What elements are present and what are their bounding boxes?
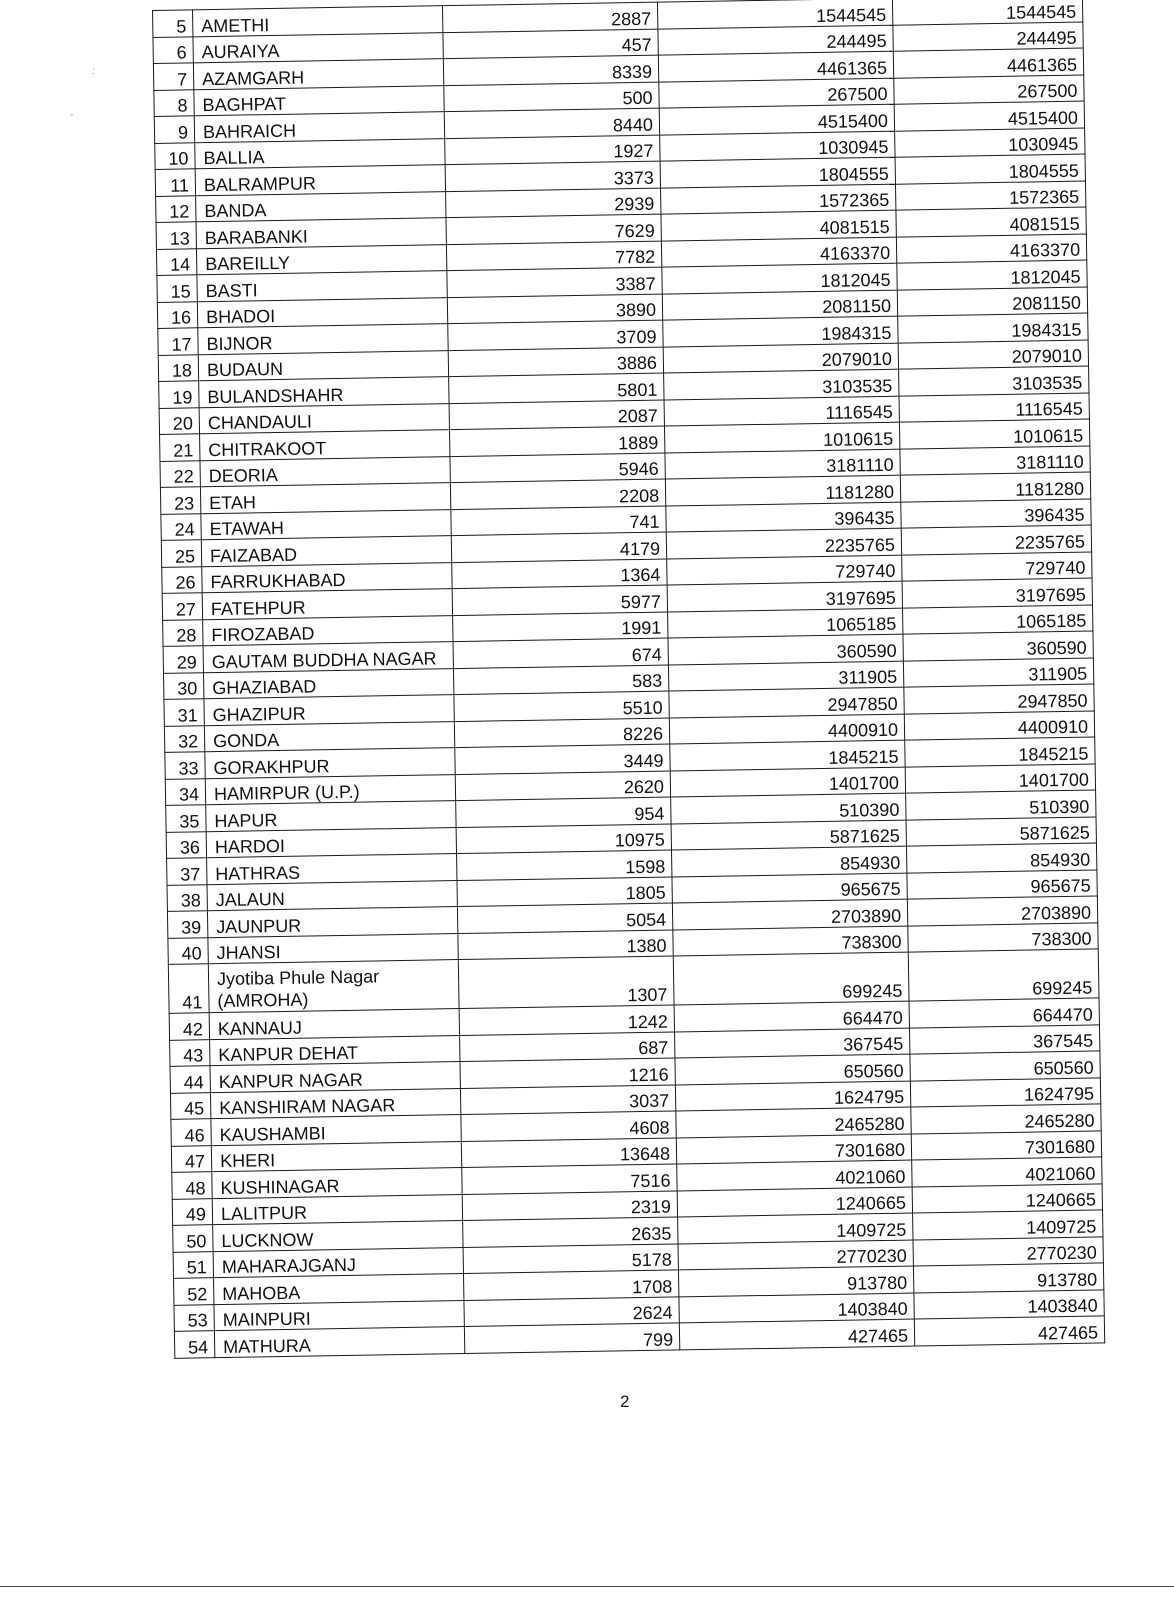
released-amount-cell: 4461365 — [893, 48, 1083, 78]
page-number: 2 — [620, 1392, 630, 1411]
district-name-cell: AURAIYA — [193, 32, 443, 63]
released-amount-cell: 7301680 — [911, 1130, 1101, 1160]
released-amount-cell: 267500 — [894, 75, 1084, 105]
released-amount-cell: 427465 — [914, 1316, 1104, 1346]
serial-number-cell: 47 — [171, 1145, 211, 1172]
released-amount-cell: 1010615 — [899, 419, 1089, 449]
amount-cell: 1624795 — [675, 1081, 910, 1111]
district-name-cell: KUSHINAGAR — [212, 1168, 462, 1199]
released-amount-cell: 1409725 — [913, 1210, 1103, 1240]
count-cell: 1598 — [457, 850, 672, 880]
released-amount-cell: 2235765 — [901, 525, 1091, 555]
count-cell: 1242 — [459, 1005, 674, 1035]
amount-cell: 2465280 — [676, 1107, 911, 1137]
district-name-cell: LALITPUR — [212, 1194, 462, 1225]
serial-number-cell: 30 — [163, 672, 203, 699]
count-cell: 3373 — [445, 161, 660, 191]
district-name-cell: KAUSHAMBI — [211, 1115, 461, 1146]
count-cell: 5178 — [463, 1243, 678, 1273]
count-cell: 3037 — [460, 1084, 675, 1114]
released-amount-cell: 311905 — [903, 657, 1093, 687]
released-amount-cell: 2770230 — [913, 1236, 1103, 1266]
count-cell: 457 — [443, 29, 658, 59]
serial-number-cell: 24 — [161, 513, 201, 540]
district-name-cell: BAHRAICH — [194, 112, 444, 143]
amount-cell: 1240665 — [677, 1187, 912, 1217]
district-name-cell: JAUNPUR — [207, 907, 457, 938]
serial-number-cell: 40 — [168, 937, 208, 964]
serial-number-cell: 27 — [162, 593, 202, 620]
serial-number-cell: 10 — [155, 142, 195, 169]
count-cell: 741 — [451, 506, 666, 536]
count-cell: 13648 — [461, 1137, 676, 1167]
released-amount-cell: 2947850 — [904, 684, 1094, 714]
district-name-cell: GHAZIPUR — [204, 695, 454, 726]
released-amount-cell: 854930 — [906, 843, 1096, 873]
district-name-cell: FATEHPUR — [202, 589, 452, 620]
released-amount-cell: 2465280 — [911, 1104, 1101, 1134]
serial-number-cell: 26 — [162, 566, 202, 593]
released-amount-cell: 650560 — [910, 1051, 1100, 1081]
serial-number-cell: 42 — [169, 1013, 209, 1040]
amount-cell: 4163370 — [661, 237, 896, 267]
district-name-cell: BIJNOR — [198, 324, 448, 355]
released-amount-cell: 244495 — [893, 22, 1083, 52]
count-cell: 3709 — [448, 320, 663, 350]
serial-number-cell: 5 — [153, 10, 193, 37]
count-cell: 3387 — [447, 267, 662, 297]
count-cell: 2635 — [463, 1217, 678, 1247]
released-amount-cell: 2079010 — [898, 340, 1088, 370]
serial-number-cell: 15 — [157, 275, 197, 302]
amount-cell: 2235765 — [666, 528, 901, 558]
amount-cell: 1010615 — [664, 422, 899, 452]
count-cell: 1708 — [463, 1270, 678, 1300]
amount-cell: 1401700 — [670, 767, 905, 797]
count-cell: 1927 — [445, 135, 660, 165]
serial-number-cell: 31 — [164, 699, 204, 726]
count-cell: 1364 — [452, 559, 667, 589]
count-cell: 2887 — [442, 2, 657, 32]
district-name-cell: KANPUR NAGAR — [210, 1062, 460, 1093]
district-name-cell: KANSHIRAM NAGAR — [210, 1088, 460, 1119]
serial-number-cell: 6 — [153, 36, 193, 63]
serial-number-cell: 22 — [160, 460, 200, 487]
serial-number-cell: 32 — [164, 725, 204, 752]
count-cell: 8339 — [443, 55, 658, 85]
district-name-cell: GORAKHPUR — [205, 748, 455, 779]
serial-number-cell: 45 — [170, 1092, 210, 1119]
released-amount-cell: 1240665 — [912, 1183, 1102, 1213]
district-name-cell: GONDA — [204, 721, 454, 752]
district-name-cell: Jyotiba Phule Nagar (AMROHA) — [208, 960, 459, 1013]
count-cell: 5801 — [449, 373, 664, 403]
serial-number-cell: 54 — [174, 1331, 214, 1358]
serial-number-cell: 21 — [160, 434, 200, 461]
released-amount-cell: 4081515 — [896, 207, 1086, 237]
released-amount-cell: 3103535 — [899, 366, 1089, 396]
amount-cell: 664470 — [674, 1001, 909, 1031]
serial-number-cell: 9 — [154, 116, 194, 143]
amount-cell: 1984315 — [663, 316, 898, 346]
district-name-cell: HARDOI — [206, 827, 456, 858]
district-name-cell: AZAMGARH — [193, 59, 443, 90]
amount-cell: 2079010 — [663, 343, 898, 373]
released-amount-cell: 5871625 — [906, 816, 1096, 846]
released-amount-cell: 4400910 — [904, 710, 1094, 740]
serial-number-cell: 33 — [165, 752, 205, 779]
amount-cell: 1030945 — [660, 131, 895, 161]
count-cell: 1216 — [460, 1058, 675, 1088]
released-amount-cell: 360590 — [903, 631, 1093, 661]
amount-cell: 699245 — [673, 952, 909, 1005]
count-cell: 7629 — [446, 214, 661, 244]
count-cell: 954 — [456, 797, 671, 827]
serial-number-cell: 35 — [166, 805, 206, 832]
count-cell: 583 — [453, 665, 668, 695]
district-name-cell: JHANSI — [208, 933, 458, 964]
released-amount-cell: 1403840 — [914, 1289, 1104, 1319]
amount-cell: 2770230 — [678, 1240, 913, 1270]
released-amount-cell: 1544545 — [892, 0, 1082, 25]
count-cell: 674 — [453, 638, 668, 668]
district-name-cell: KANPUR DEHAT — [210, 1035, 460, 1066]
amount-cell: 3181110 — [665, 449, 900, 479]
released-amount-cell: 1181280 — [900, 472, 1090, 502]
amount-cell: 5871625 — [671, 820, 906, 850]
count-cell: 7516 — [462, 1164, 677, 1194]
serial-number-cell: 41 — [168, 964, 209, 1014]
serial-number-cell: 7 — [153, 63, 193, 90]
released-amount-cell: 1116545 — [899, 393, 1089, 423]
district-name-cell: BALLIA — [195, 138, 445, 169]
released-amount-cell: 510390 — [906, 790, 1096, 820]
count-cell: 1889 — [449, 426, 664, 456]
count-cell: 8226 — [454, 718, 669, 748]
released-amount-cell: 1984315 — [898, 313, 1088, 343]
count-cell: 2319 — [462, 1190, 677, 1220]
amount-cell: 4515400 — [659, 104, 894, 134]
district-name-cell: HATHRAS — [207, 854, 457, 885]
district-name-cell: BASTI — [197, 271, 447, 302]
district-name-cell: BAGHPAT — [194, 85, 444, 116]
released-amount-cell: 1030945 — [895, 128, 1085, 158]
count-cell: 799 — [464, 1323, 679, 1353]
serial-number-cell: 20 — [159, 407, 199, 434]
district-name-cell: GAUTAM BUDDHA NAGAR — [203, 642, 453, 673]
district-name-cell: BUDAUN — [198, 350, 448, 381]
serial-number-cell: 34 — [165, 778, 205, 805]
district-name-cell: MAHOBA — [214, 1274, 464, 1305]
released-amount-cell: 1624795 — [910, 1077, 1100, 1107]
count-cell: 3890 — [447, 294, 662, 324]
district-name-cell: KHERI — [211, 1141, 461, 1172]
district-name-cell: ETAH — [200, 483, 450, 514]
count-cell: 2624 — [464, 1296, 679, 1326]
district-name-cell: HAMIRPUR (U.P.) — [205, 774, 455, 805]
amount-cell: 510390 — [671, 793, 906, 823]
district-name-cell: HAPUR — [206, 801, 456, 832]
serial-number-cell: 14 — [156, 248, 196, 275]
serial-number-cell: 29 — [163, 646, 203, 673]
serial-number-cell: 8 — [154, 89, 194, 116]
count-cell: 10975 — [456, 824, 671, 854]
bottom-rule — [0, 1586, 1174, 1587]
amount-cell: 4461365 — [658, 51, 893, 81]
count-cell: 5946 — [450, 453, 665, 483]
amount-cell: 2081150 — [662, 290, 897, 320]
amount-cell: 3197695 — [667, 581, 902, 611]
district-name-cell: MATHURA — [214, 1327, 464, 1358]
count-cell: 4608 — [461, 1111, 676, 1141]
serial-number-cell: 18 — [158, 354, 198, 381]
district-name-cell: MAHARAJGANJ — [213, 1247, 463, 1278]
amount-cell: 854930 — [671, 846, 906, 876]
count-cell: 5510 — [454, 691, 669, 721]
amount-cell: 1544545 — [657, 0, 892, 29]
amount-cell: 1845215 — [670, 740, 905, 770]
district-name-cell: KANNAUJ — [209, 1009, 459, 1040]
district-name-cell: FIROZABAD — [203, 615, 453, 646]
amount-cell: 4400910 — [669, 714, 904, 744]
serial-number-cell: 23 — [160, 487, 200, 514]
count-cell: 2939 — [446, 188, 661, 218]
serial-number-cell: 19 — [159, 381, 199, 408]
released-amount-cell: 3197695 — [902, 578, 1092, 608]
serial-number-cell: 48 — [172, 1172, 212, 1199]
district-name-cell: CHITRAKOOT — [200, 430, 450, 461]
district-table-body — [153, 0, 1105, 1358]
released-amount-cell: 1572365 — [895, 181, 1085, 211]
released-amount-cell: 738300 — [908, 922, 1098, 952]
district-name-cell: ETAWAH — [201, 509, 451, 540]
district-name-cell: BAREILLY — [196, 244, 446, 275]
count-cell: 5054 — [457, 903, 672, 933]
amount-cell: 1403840 — [679, 1293, 914, 1323]
amount-cell: 913780 — [678, 1266, 913, 1296]
district-name-cell: FARRUKHABAD — [202, 562, 452, 593]
amount-cell: 1409725 — [678, 1213, 913, 1243]
amount-cell: 427465 — [679, 1319, 914, 1349]
serial-number-cell: 43 — [170, 1039, 210, 1066]
released-amount-cell: 699245 — [908, 949, 1099, 1001]
count-cell: 687 — [460, 1031, 675, 1061]
count-cell: 4179 — [451, 532, 666, 562]
released-amount-cell: 1065185 — [903, 604, 1093, 634]
amount-cell: 360590 — [668, 634, 903, 664]
serial-number-cell: 50 — [173, 1225, 213, 1252]
scan-speck: - — [70, 110, 74, 121]
district-name-cell: GHAZIABAD — [203, 668, 453, 699]
district-name-cell: BULANDSHAHR — [199, 377, 449, 408]
amount-cell: 3103535 — [664, 369, 899, 399]
count-cell: 1380 — [458, 929, 673, 959]
released-amount-cell: 2703890 — [907, 896, 1097, 926]
serial-number-cell: 11 — [155, 169, 195, 196]
serial-number-cell: 25 — [161, 540, 201, 567]
district-name-cell: JALAUN — [207, 880, 457, 911]
district-name-cell: BHADOI — [197, 297, 447, 328]
released-amount-cell: 2081150 — [897, 287, 1087, 317]
serial-number-cell: 44 — [170, 1066, 210, 1093]
amount-cell: 1572365 — [661, 184, 896, 214]
serial-number-cell: 28 — [163, 619, 203, 646]
count-cell: 8440 — [444, 108, 659, 138]
scan-speck: : — [92, 66, 95, 77]
amount-cell: 267500 — [659, 78, 894, 108]
released-amount-cell: 1845215 — [905, 737, 1095, 767]
amount-cell: 729740 — [667, 555, 902, 585]
district-table-wrap — [152, 0, 1104, 1358]
amount-cell: 367545 — [675, 1028, 910, 1058]
count-cell: 2620 — [455, 771, 670, 801]
serial-number-cell: 13 — [156, 222, 196, 249]
district-name-cell: LUCKNOW — [213, 1221, 463, 1252]
released-amount-cell: 4515400 — [894, 101, 1084, 131]
amount-cell: 396435 — [666, 502, 901, 532]
amount-cell: 738300 — [673, 926, 908, 956]
serial-number-cell: 16 — [157, 301, 197, 328]
amount-cell: 1812045 — [662, 263, 897, 293]
district-name-cell: FAIZABAD — [201, 536, 451, 567]
district-name-cell: MAINPURI — [214, 1300, 464, 1331]
count-cell: 3449 — [455, 744, 670, 774]
released-amount-cell: 913780 — [913, 1263, 1103, 1293]
serial-number-cell: 39 — [167, 911, 207, 938]
amount-cell: 965675 — [672, 873, 907, 903]
serial-number-cell: 53 — [174, 1304, 214, 1331]
released-amount-cell: 729740 — [902, 551, 1092, 581]
amount-cell: 2947850 — [669, 687, 904, 717]
district-name-cell: BALRAMPUR — [195, 165, 445, 196]
released-amount-cell: 367545 — [909, 1024, 1099, 1054]
amount-cell: 4081515 — [661, 210, 896, 240]
released-amount-cell: 4163370 — [896, 234, 1086, 264]
released-amount-cell: 396435 — [901, 499, 1091, 529]
count-cell: 3886 — [448, 347, 663, 377]
count-cell: 2208 — [450, 479, 665, 509]
amount-cell: 1181280 — [665, 475, 900, 505]
amount-cell: 1065185 — [668, 608, 903, 638]
district-name-cell: CHANDAULI — [199, 403, 449, 434]
released-amount-cell: 664470 — [909, 998, 1099, 1028]
district-name-cell: BANDA — [196, 191, 446, 222]
count-cell: 5977 — [452, 585, 667, 615]
district-name-cell: BARABANKI — [196, 218, 446, 249]
amount-cell: 7301680 — [676, 1134, 911, 1164]
serial-number-cell: 37 — [167, 858, 207, 885]
district-table — [152, 0, 1105, 1358]
serial-number-cell: 38 — [167, 884, 207, 911]
released-amount-cell: 1812045 — [897, 260, 1087, 290]
amount-cell: 311905 — [668, 661, 903, 691]
amount-cell: 650560 — [675, 1054, 910, 1084]
count-cell: 7782 — [446, 241, 661, 271]
district-name-cell: AMETHI — [193, 6, 443, 37]
count-cell: 1307 — [458, 956, 674, 1009]
serial-number-cell: 51 — [173, 1251, 213, 1278]
serial-number-cell: 17 — [158, 328, 198, 355]
released-amount-cell: 965675 — [907, 869, 1097, 899]
released-amount-cell: 1401700 — [905, 763, 1095, 793]
count-cell: 2087 — [449, 400, 664, 430]
amount-cell: 2703890 — [672, 899, 907, 929]
count-cell: 500 — [444, 82, 659, 112]
serial-number-cell: 49 — [172, 1198, 212, 1225]
released-amount-cell: 3181110 — [900, 446, 1090, 476]
serial-number-cell: 46 — [171, 1119, 211, 1146]
serial-number-cell: 12 — [156, 195, 196, 222]
amount-cell: 4021060 — [677, 1160, 912, 1190]
count-cell: 1991 — [453, 612, 668, 642]
serial-number-cell: 36 — [166, 831, 206, 858]
district-name-cell: DEORIA — [200, 456, 450, 487]
count-cell: 1805 — [457, 876, 672, 906]
amount-cell: 244495 — [658, 25, 893, 55]
amount-cell: 1116545 — [664, 396, 899, 426]
released-amount-cell: 1804555 — [895, 154, 1085, 184]
amount-cell: 1804555 — [660, 157, 895, 187]
serial-number-cell: 52 — [174, 1278, 214, 1305]
released-amount-cell: 4021060 — [912, 1157, 1102, 1187]
